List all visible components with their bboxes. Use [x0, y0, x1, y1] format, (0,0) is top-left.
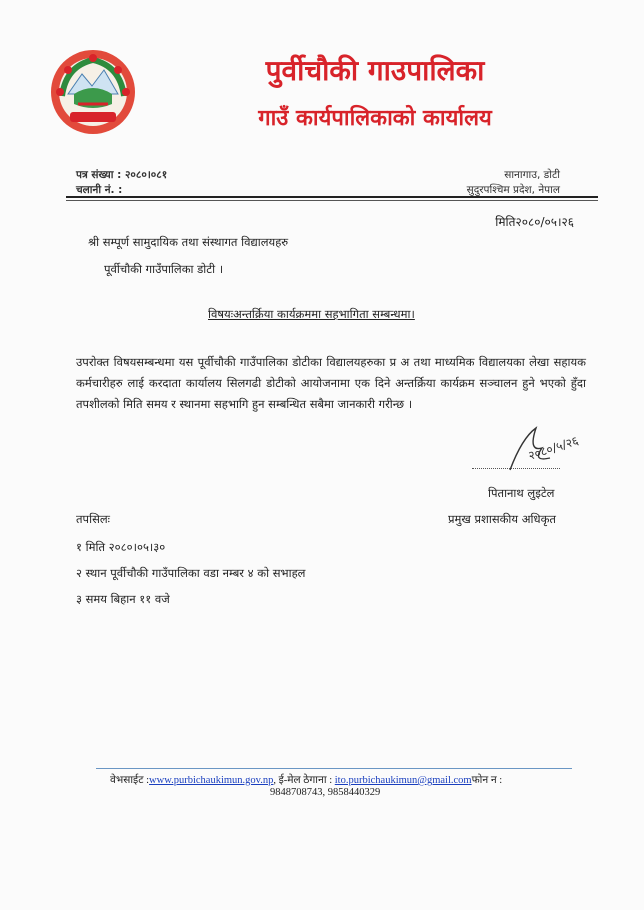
details-heading: तपसिलः: [76, 512, 110, 526]
phone-label: फोन न :: [471, 775, 503, 786]
email-label: , ई-मेल ठेगाना :: [273, 775, 333, 786]
details-item-date: १ मिति २०८०।०५।३०: [76, 540, 166, 554]
letter-number: पत्र संख्या : २०८०।०८१: [76, 169, 168, 181]
address-line-1: सानागाउ, डोटी: [504, 169, 560, 181]
header-divider-thin: [66, 200, 598, 201]
details-item-time: ३ समय बिहान ११ वजे: [76, 592, 170, 606]
signature-date: २०८०/५/२६: [526, 433, 581, 463]
signature-line: [472, 468, 560, 469]
details-item-venue: २ स्थान पूर्वीचौकी गाउँपालिका वडा नम्बर ४ को सभाहल: [76, 566, 306, 580]
office-name: पुर्वीचौकी गाउपालिका: [265, 54, 485, 87]
address-line-2: सुदुरपश्चिम प्रदेश, नेपाल: [466, 184, 560, 196]
recipient-line-1: श्री सम्पूर्ण सामुदायिक तथा संस्थागत विद्यालयहरु: [88, 235, 289, 249]
website-label: वेभसाईट :: [110, 775, 150, 786]
letter-body: उपरोक्त विषयसम्बन्धमा यस पूर्वीचौकी गाउँपालिका डोटीका विद्यालयहरुका प्र अ तथा माध्यमिक विद्यालयका लेखा सहायक कर्मचारीहरु लाई करदाता कार्यालय सिलगढी डोटीको आयोजनामा एक दिने अन्तर्क्रिया कार्यक्रम सञ्चालन हुने भएको हुँदा तपशीलको मिति समय र स्थानमा सहभागि हुन सम्बन्धित सबैमा जानकारी गरीन्छ ।: [76, 355, 586, 411]
signatory-title: प्रमुख प्रशासकीय अधिकृत: [448, 512, 556, 526]
footer-divider: [96, 768, 572, 769]
letter-subject: विषयःअन्तर्क्रिया कार्यक्रममा सहभागिता सम्बन्धमा।: [208, 307, 415, 321]
footer-contact: [110, 773, 502, 787]
phone-numbers: 9848708743, 9858440329: [270, 787, 381, 798]
dispatch-number: चलानी नं. :: [76, 184, 123, 196]
recipient-line-2: पूर्वीचौकी गाउँपालिका डोटी ।: [104, 262, 224, 276]
website-link[interactable]: www.purbichaukimun.gov.np: [149, 775, 274, 786]
header-divider: [66, 196, 598, 198]
nepal-government-emblem-icon: [48, 46, 138, 138]
signatory-name: पितानाथ लुइटेल: [488, 486, 555, 500]
office-subtitle: गाउँ कार्यपालिकाको कार्यालय: [258, 106, 492, 131]
handwritten-signature: [470, 418, 620, 478]
email-link[interactable]: ito.purbichaukimun@gmail.com: [334, 775, 472, 786]
letter-date: मिति२०८०/०५।२६: [495, 215, 574, 229]
